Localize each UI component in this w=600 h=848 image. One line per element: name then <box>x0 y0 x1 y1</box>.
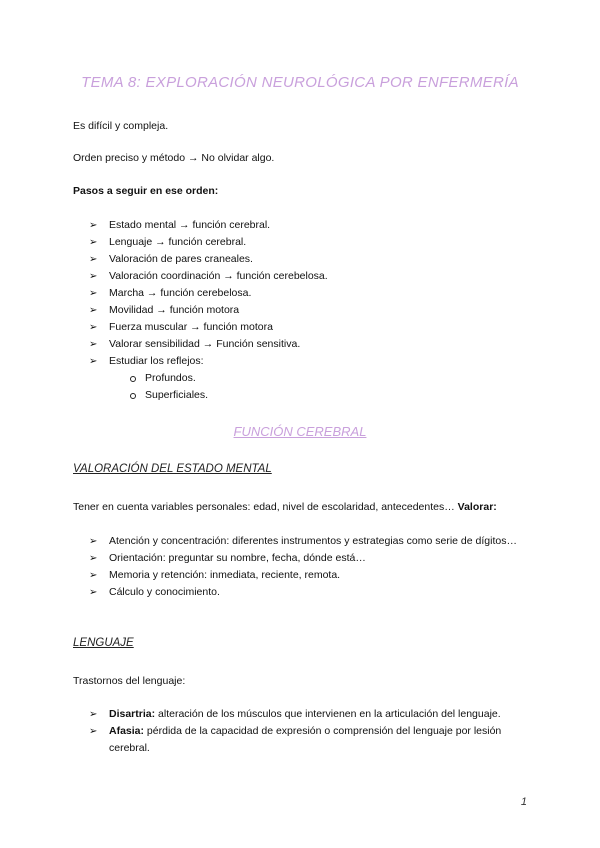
steps-heading-text: Pasos a seguir en ese orden: <box>73 185 219 197</box>
page-title: TEMA 8: EXPLORACIÓN NEUROLÓGICA POR ENFERMERÍA <box>81 74 519 91</box>
list-item: ➢ Memoria y retención: inmediata, reciente, remota. <box>73 567 528 584</box>
list-item: ➢ Cálculo y conocimiento. <box>73 584 528 601</box>
list-item: ➢ Orientación: preguntar su nombre, fecha, dónde está… <box>73 550 528 567</box>
circle-bullet-icon <box>130 376 136 382</box>
list-item: ➢ Estado mental → función cerebral. <box>73 217 533 234</box>
mental-text: Tener en cuenta variables personales: edad, nivel de escolaridad, antecedentes… Valorar: <box>73 501 497 513</box>
list-item: ➢ Disartria: alteración de los músculos que intervienen en la articulación del lenguaje. <box>73 706 533 723</box>
language-text: Trastornos del lenguaje: <box>73 675 186 687</box>
arrowhead-bullet-icon: ➢ <box>89 536 98 547</box>
intro-line-2: Orden preciso y método → No olvidar algo. <box>73 152 275 164</box>
circle-bullet-icon <box>130 393 136 399</box>
section-heading-language: LENGUAJE <box>73 637 134 649</box>
arrowhead-bullet-icon: ➢ <box>89 553 98 564</box>
arrowhead-bullet-icon: ➢ <box>89 587 98 598</box>
intro-line-1: Es difícil y compleja. <box>73 120 169 132</box>
list-item: ➢ Estudiar los reflejos: Profundos. Superficiales. <box>73 353 533 404</box>
list-item: ➢ Lenguaje → función cerebral. <box>73 234 533 251</box>
list-item: ➢ Valoración coordinación → función cerebelosa. <box>73 268 533 285</box>
list-item: ➢ Atención y concentración: diferentes instrumentos y estrategias como serie de dígitos… <box>73 533 528 550</box>
arrowhead-bullet-icon: ➢ <box>89 237 98 248</box>
list-item: ➢ Afasia: pérdida de la capacidad de expresión o comprensión del lenguaje por lesión cerebral. <box>89 725 502 754</box>
steps-list <box>73 217 533 404</box>
sub-list-item: Profundos. <box>109 370 533 387</box>
arrowhead-bullet-icon: ➢ <box>89 220 98 231</box>
arrowhead-bullet-icon: ➢ <box>89 726 98 737</box>
arrowhead-bullet-icon: ➢ <box>89 356 98 367</box>
arrowhead-bullet-icon: ➢ <box>89 339 98 350</box>
arrowhead-bullet-icon: ➢ <box>89 570 98 581</box>
arrowhead-bullet-icon: ➢ <box>89 305 98 316</box>
arrowhead-bullet-icon: ➢ <box>89 254 98 265</box>
page-number: 1 <box>520 796 527 808</box>
arrowhead-bullet-icon: ➢ <box>89 271 98 282</box>
arrowhead-bullet-icon: ➢ <box>89 709 98 720</box>
list-item: ➢ Fuerza muscular → función motora <box>73 319 533 336</box>
steps-heading <box>73 184 218 198</box>
list-item: ➢ Marcha → función cerebelosa. <box>73 285 533 302</box>
list-item: ➢ Valoración de pares craneales. <box>73 251 533 268</box>
arrowhead-bullet-icon: ➢ <box>89 288 98 299</box>
language-list <box>73 706 533 757</box>
section-heading-cerebral: FUNCIÓN CEREBRAL <box>233 424 367 439</box>
section-heading-mental: VALORACIÓN DEL ESTADO MENTAL <box>73 463 272 475</box>
arrowhead-bullet-icon: ➢ <box>89 322 98 333</box>
list-item: ➢ Valorar sensibilidad → Función sensitiva. <box>73 336 533 353</box>
mental-list <box>73 533 528 601</box>
sub-list-item: Superficiales. <box>109 387 533 404</box>
list-item: ➢ Movilidad → función motora <box>73 302 533 319</box>
reflexes-sublist <box>109 370 533 404</box>
